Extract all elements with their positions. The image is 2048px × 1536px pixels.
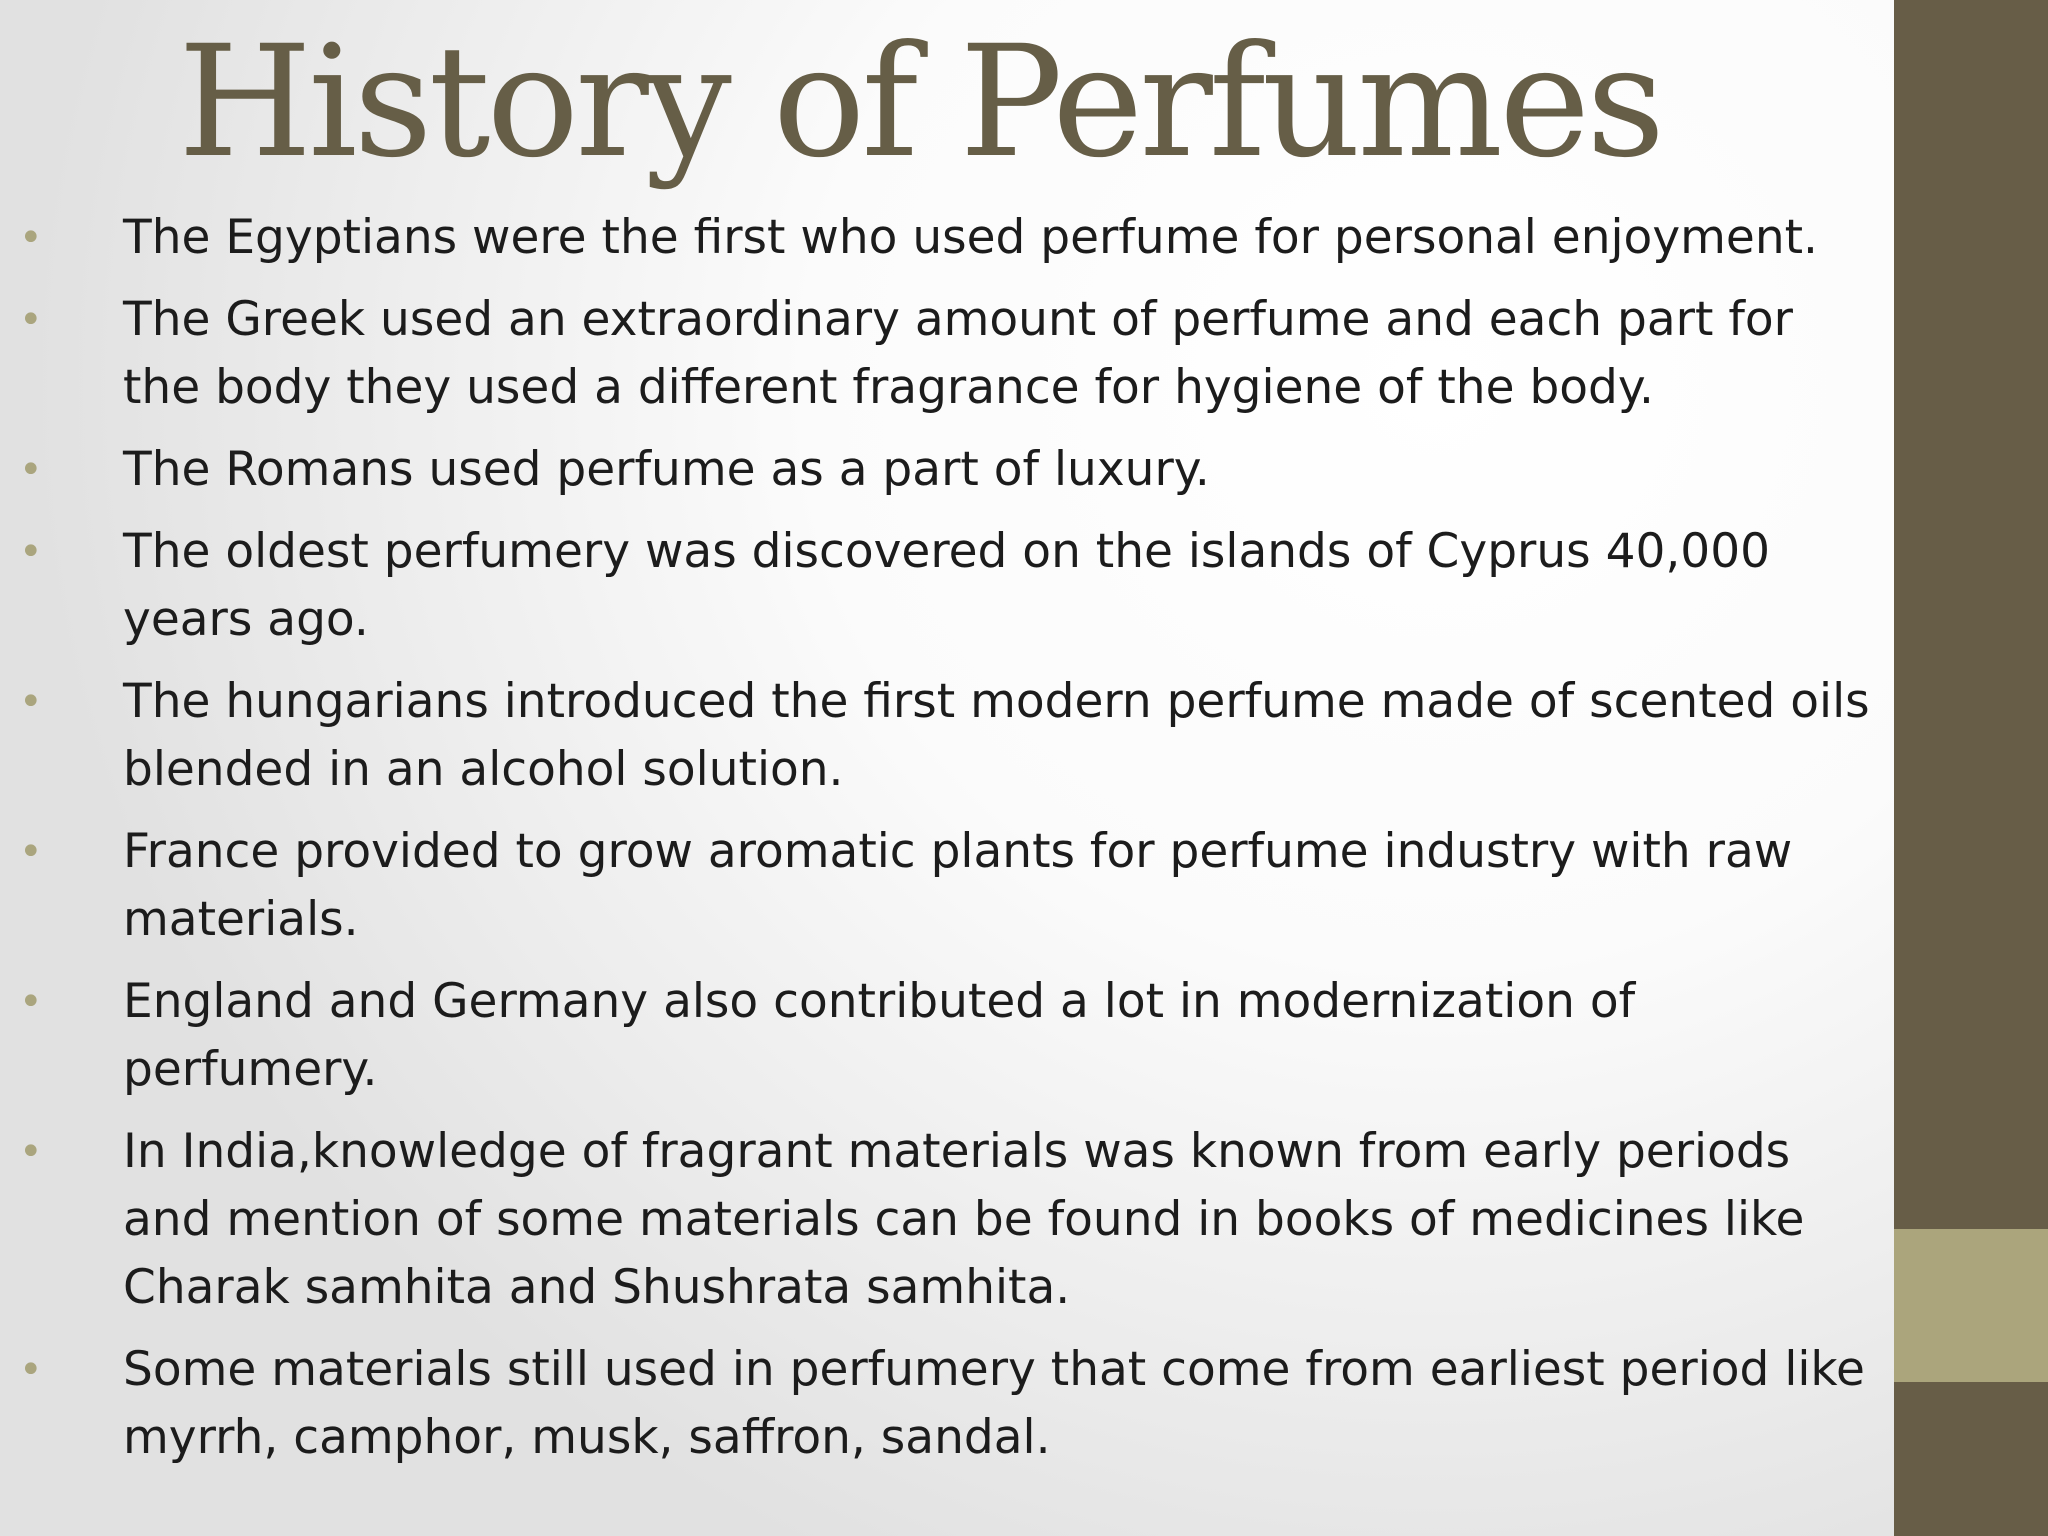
bullet-item [0, 436, 1870, 504]
bullet-text: The Romans used perfume as a part of luxury. [123, 442, 1210, 497]
bullet-text: Some materials still used in perfumery that come from earliest period like myrrh, camphor, musk, saffron, sandal. [123, 1342, 1865, 1465]
bullet-dot-icon: • [19, 215, 43, 261]
bullet-dot-icon: • [19, 679, 43, 725]
bullet-dot-icon: • [19, 979, 43, 1025]
bullet-item [0, 1336, 1870, 1472]
bullet-text: The oldest perfumery was discovered on the islands of Cyprus 40,000 years ago. [123, 524, 1771, 647]
bullet-item [0, 518, 1870, 654]
bullet-item [0, 286, 1870, 422]
bullet-dot-icon: • [19, 297, 43, 343]
bullet-text: The Greek used an extraordinary amount of perfume and each part for the body they used a different fragrance for hygiene of the body. [123, 292, 1793, 415]
bullet-dot-icon: • [19, 1347, 43, 1393]
bullet-item [0, 668, 1870, 804]
bullet-item [0, 1118, 1870, 1322]
bullet-dot-icon: • [19, 1129, 43, 1175]
bullet-list [0, 204, 1870, 1486]
bullet-dot-icon: • [19, 529, 43, 575]
bullet-item [0, 968, 1870, 1104]
bullet-text: In India,knowledge of fragrant materials was known from early periods and mention of some materials can be found in books of medicines like Charak samhita and Shushrata samhita. [123, 1124, 1805, 1315]
bullet-text: England and Germany also contributed a lot in modernization of perfumery. [123, 974, 1636, 1097]
bullet-text: The hungarians introduced the first modern perfume made of scented oils blended in an alcohol solution. [123, 674, 1870, 797]
bullet-item [0, 818, 1870, 954]
bullet-dot-icon: • [19, 829, 43, 875]
side-accent-decoration [1894, 1229, 2048, 1382]
slide-title: History of Perfumes [178, 13, 1662, 192]
bullet-text: France provided to grow aromatic plants for perfume industry with raw materials. [123, 824, 1793, 947]
bullet-text: The Egyptians were the first who used perfume for personal enjoyment. [123, 210, 1818, 265]
bullet-item [0, 204, 1870, 272]
bullet-dot-icon: • [19, 447, 43, 493]
